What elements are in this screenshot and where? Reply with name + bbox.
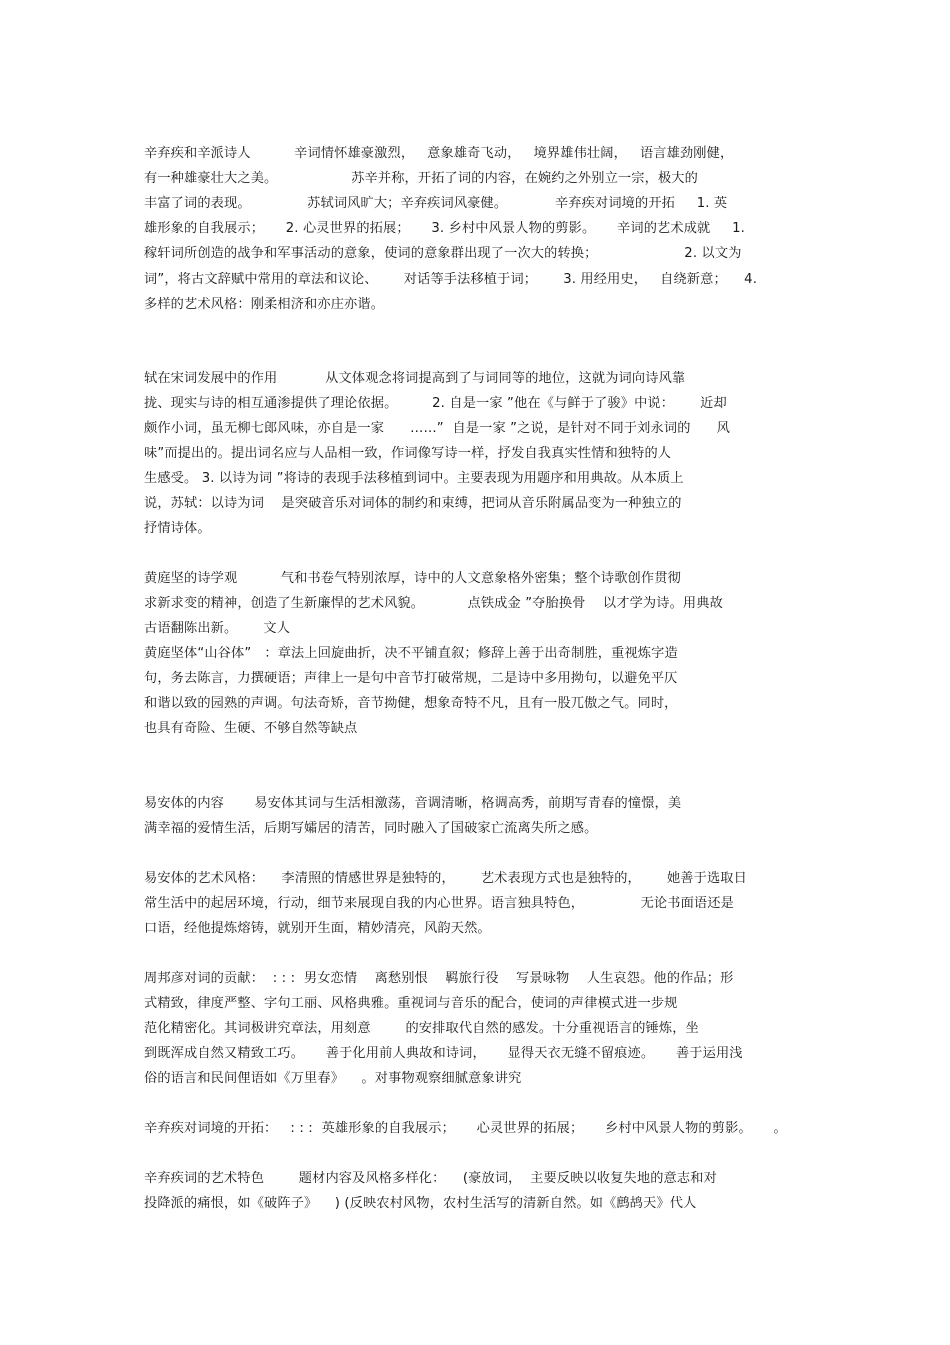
text-line: 满幸福的爱情生活，后期写孀居的清苦，同时融入了国破家亡流离失所之感。	[144, 821, 598, 836]
text-line: 稼轩词所创造的战争和军事活动的意象，使词的意象群出现了一次大的转换； 2. 以文为	[144, 246, 742, 261]
text-line: 古语翻陈出新。 文人	[144, 621, 291, 636]
text-line: 丰富了词的表现。 苏轼词风旷大；辛弃疾词风豪健。 辛弃疾对词境的开拓 1. 英	[144, 196, 728, 211]
text-line: 易安体的艺术风格： 李清照的情感世界是独特的， 艺术表现方式也是独特的， 她善于选取日	[144, 871, 747, 886]
text-line: 词”，将古文辞赋中常用的章法和议论、 对话等手法移植于词； 3. 用经用史， 自绕新意； 4.	[144, 272, 758, 287]
text-line: 投降派的痛恨，如《破阵子》 ) (反映农村风物，农村生活写的清新自然。如《鹧鸪天》代人	[144, 1196, 697, 1211]
text-line: 易安体的内容 易安体其词与生活相激荡，音调清晰，格调高秀，前期写青春的憧憬，美	[144, 796, 682, 811]
text-line: 拢、现实与诗的相互通渗提供了理论依据。 2. 自是一家 ”他在《与鲜于了骏》中说： 近却	[144, 396, 727, 411]
text-line: 黄庭坚的诗学观 气和书卷气特别浓厚，诗中的人文意象格外密集；整个诗歌创作贯彻	[144, 571, 681, 586]
text-line: 辛弃疾和辛派诗人 辛词情怀雄豪激烈， 意象雄奇飞动， 境界雄伟壮阔， 语言雄劲刚健，	[144, 146, 734, 161]
text-line: 有一种雄豪壮大之美。 苏辛并称，开拓了词的内容，在婉约之外别立一宗，极大的	[144, 171, 698, 186]
text-line: 抒情诗体。	[144, 521, 211, 536]
text-line: 生感受。 3. 以诗为词 ”将诗的表现手法移植到词中。主要表现为用题序和用典故。从本质上	[144, 471, 684, 486]
text-line: 轼在宋词发展中的作用 从文体观念将词提高到了与词同等的地位，这就为词向诗风靠	[144, 371, 686, 386]
text-line: 式精致，律度严整、字句工丽、风格典雅。重视词与音乐的配合，使词的声律模式进一步规	[144, 996, 678, 1011]
text-line: 多样的艺术风格：刚柔相济和亦庄亦谐。	[144, 297, 385, 312]
text-line: 辛弃疾词的艺术特色 题材内容及风格多样化： (豪放词， 主要反映以收复失地的意志和对	[144, 1171, 717, 1186]
text-line: 范化精密化。其词极讲究章法，用刻意 的安排取代自然的感发。十分重视语言的锤炼，坐	[144, 1021, 699, 1036]
text-line: 口语，经他提炼熔铸，就别开生面，精妙清亮，风韵天然。	[144, 921, 491, 936]
text-line: 和谐以致的园熟的声调。句法奇矫，音节拗健，想象奇特不凡，且有一股兀傲之气。同时，	[144, 696, 678, 711]
text-line: 辛弃疾对词境的开拓： : : : 英雄形象的自我展示； 心灵世界的拓展； 乡村中风景人物的剪影。 。	[144, 1121, 787, 1136]
text-line: 黄庭坚体“山谷体” ：章法上回旋曲折，决不平铺直叙；修辞上善于出奇制胜，重视炼字造	[144, 646, 678, 661]
text-line: 周邦彦对词的贡献： : : : 男女恋情 离愁别恨 羁旅行役 写景咏物 人生哀怨。他的作品；形	[144, 971, 734, 986]
text-line: 颇作小词，虽无柳七郎风味，亦自是一家 ……” 自是一家 ”之说，是针对不同于刘永词的 风	[144, 421, 730, 436]
text-line: 到既浑成自然又精致工巧。 善于化用前人典故和诗词， 显得天衣无缝不留痕迹。 善于运用浅	[144, 1046, 743, 1061]
text-line: 味”而提出的。提出词名应与人品相一致，作词像写诗一样，抒发自我真实性情和独特的人	[144, 446, 672, 461]
text-line: 句，务去陈言，力撰硬语；声律上一是句中音节打破常规，二是诗中多用拗句，以避免平仄	[144, 671, 678, 686]
text-line: 俗的语言和民间俚语如《万里春》 。对事物观察细腻意象讲究	[144, 1071, 522, 1086]
text-line: 常生活中的起居环境，行动，细节来展现自我的内心世界。语言独具特色， 无论书面语还是	[144, 896, 734, 911]
text-line: 雄形象的自我展示； 2. 心灵世界的拓展； 3. 乡村中风景人物的剪影。 辛词的艺术成就 1.	[144, 221, 745, 236]
text-line: 求新求变的精神，创造了生新廉悍的艺术风貌。 点铁成金 ”夺胎换骨 以才学为诗。用典故	[144, 596, 723, 611]
text-line: 也具有奇险、生硬、不够自然等缺点	[144, 721, 358, 736]
text-line: 说，苏轼：以诗为词 是突破音乐对词体的制约和束缚，把词从音乐附属品变为一种独立的	[144, 496, 682, 511]
